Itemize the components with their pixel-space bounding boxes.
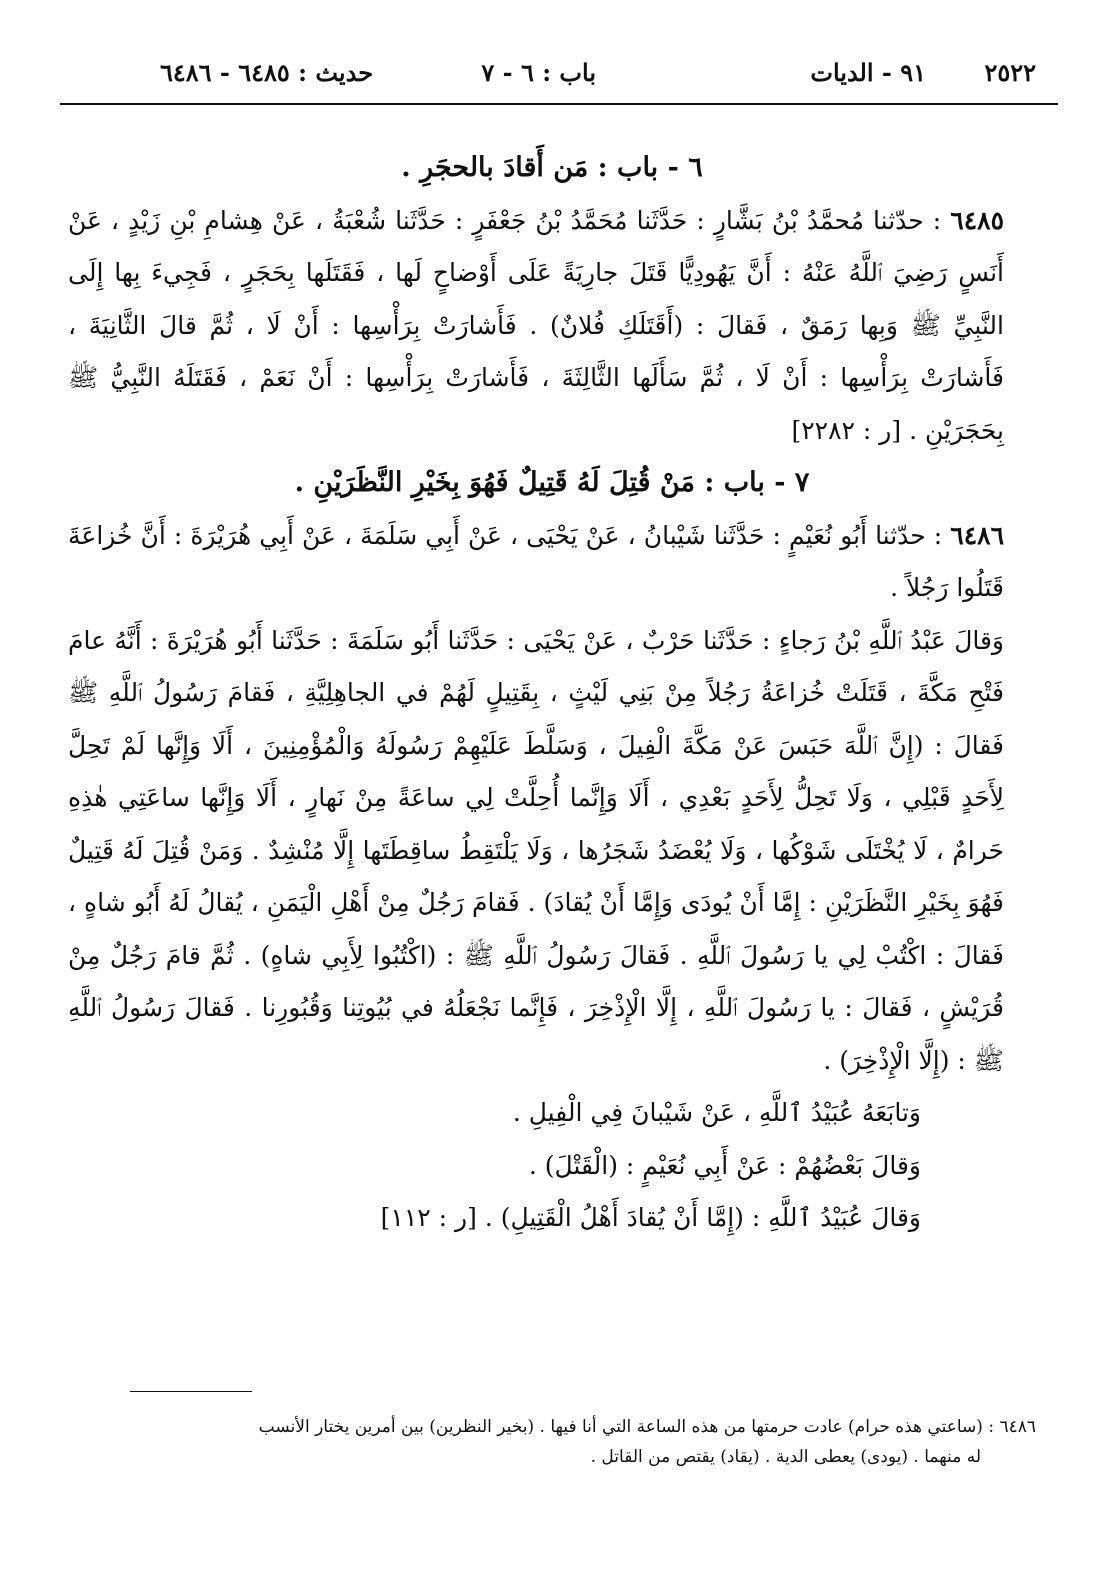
footnote-line-2: له منهما . (يودى) يعطى الدية . (يقاد) يقتص من القاتل . xyxy=(590,1447,981,1467)
hadith-6486-paragraph: وَقالَ عَبْدُ ٱللَّهِ بْنُ رَجاءٍ : حَدَّثَنا حَرْبٌ ، عَنْ يَحْيَى : حَدَّثَنا أَبُو سَلَمَةَ : حَدَّثَنا أَبُو هُرَيْرَةَ : أَنَّهُ عامَ فَتْحِ مَكَّةَ ، قَتَلَتْ خُزاعَةُ رَجُلاً مِنْ بَنِي لَيْثٍ ، بِقَتِيلٍ لَهُمْ في الجاهِلِيَّةِ ، فَقامَ رَسُولُ ٱللَّهِ ﷺ فَقالَ : (إِنَّ ٱللَّهَ حَبَسَ عَنْ مَكَّةَ الْفِيلَ ، وَسَلَّطَ عَلَيْهِمْ رَسُولَهُ وَالْمُؤْمِنِينَ ، أَلَا وَإِنَّها لَمْ تَحِلَّ لِأَحَدٍ قَبْلِي ، وَلَا تَحِلُّ لِأَحَدٍ بَعْدِي ، أَلَا وَإِنَّما أُحِلَّتْ لِي ساعَةً مِنْ نَهارٍ ، أَلَا وَإِنَّها ساعَتِي هٰذِهِ حَرامٌ ، لَا يُخْتَلَى شَوْكُها ، وَلَا يُعْضَدُ شَجَرُها ، وَلَا يَلْتَقِطُ ساقِطَتَها إِلَّا مُنْشِدٌ . وَمَنْ قُتِلَ لَهُ قَتِيلٌ فَهُوَ بِخَيْرِ النَّظَرَيْنِ : إِمَّا أَنْ يُودَى وَإِمَّا أَنْ يُقادَ) . فَقامَ رَجُلٌ مِنْ أَهْلِ الْيَمَنِ ، يُقالُ لَهُ أَبُو شاهٍ ، فَقالَ : اكْتُبْ لِي يا رَسُولَ ٱللَّهِ . فَقالَ رَسُولُ ٱللَّهِ ﷺ : (اكْتُبُوا لِأَبِي شاهٍ) . ثُمَّ قامَ رَجُلٌ مِنْ قُرَيْشٍ ، فَقالَ : يا رَسُولَ ٱللَّهِ ، إِلَّا الْإِذْخِرَ ، فَإِنَّما نَجْعَلُهُ في بُيُوتِنا وَقُبُورِنا . فَقالَ رَسُولُ ٱللَّهِ ﷺ : (إِلَّا الْإِذْخِرَ) . xyxy=(68,625,1004,1075)
hadith-6485 xyxy=(68,195,1036,458)
chapter-range: باب : ٦ - ٧ xyxy=(481,58,596,87)
footnotes xyxy=(68,1412,1036,1472)
narration-note-3-text: وَقالَ عُبَيْدُ ٱللَّهِ : (إِمَّا أَنْ يُقادَ أَهْلُ الْقَتِيلِ) . xyxy=(484,1203,921,1232)
cross-reference: [ر : ١١٢] xyxy=(380,1203,477,1232)
main-text xyxy=(68,142,1036,1245)
footnote-line xyxy=(68,1412,1036,1442)
hadith-text: : حدّثنا مُحمَّدُ بْنُ بَشَّارٍ : حَدَّثَنا مُحَمَّدُ بْنُ جَعْفَرٍ : حَدَّثَنا شُعْبَةُ ، عَنْ هِشامِ بْنِ زَيْدٍ ، عَنْ أَنَسٍ رَضِيَ ٱللَّهُ عَنْهُ : أَنَّ يَهُودِيًّا قَتَلَ جارِيَةً عَلَى أَوْضاحٍ لَها ، فَقَتَلَها بِحَجَرٍ ، فَجِيءَ بِها إِلَى النَّبِيِّ ﷺ وَبِها رَمَقٌ ، فَقالَ : (أَقَتَلَكِ فُلانٌ) . فَأَشارَتْ بِرَأْسِها : أَنْ لَا ، ثُمَّ قالَ الثَّانِيَةَ ، فَأَشارَتْ بِرَأْسِها : أَنْ لَا ، ثُمَّ سَأَلَها الثَّالِثَةَ ، فَأَشارَتْ بِرَأْسِها : أَنْ نَعَمْ ، فَقَتَلَهُ النَّبِيُّ ﷺ بِحَجَرَيْنِ . xyxy=(68,205,1004,445)
header-divider xyxy=(60,103,1058,105)
footnote-number: ٦٤٨٦ xyxy=(999,1417,1036,1437)
hadith-6486 xyxy=(68,510,1036,615)
hadith-text: : حدّثنا أَبُو نُعَيْمٍ : حَدَّثَنا شَيْبانُ ، عَنْ يَحْيَى ، عَنْ أَبِي سَلَمَةَ ، عَنْ أَبِي هُرَيْرَةَ : أَنَّ خُزاعَةَ قَتَلُوا رَجُلاً . xyxy=(68,520,1004,602)
cross-reference: [ر : ٢٢٨٢] xyxy=(791,415,902,445)
chapter-7-heading: ٧ - باب : مَنْ قُتِلَ لَهُ قَتِيلٌ فَهُوَ بِخَيْرِ النَّظَرَيْنِ . xyxy=(294,467,810,498)
chapter-6-heading: ٦ - باب : مَن أَقادَ بالحجَرِ . xyxy=(401,152,703,183)
hadith-number: ٦٤٨٦ xyxy=(950,520,1004,550)
running-header xyxy=(60,52,1036,92)
footnote-divider xyxy=(130,1391,252,1392)
footnote-text: : (ساعتي هذه حرام) عادت حرمتها من هذه الساعة التي أنا فيها . (بخير النظرين) بين أمرين يختار الأنسب xyxy=(258,1417,995,1437)
book-title: ٩١ - الديات xyxy=(810,58,926,87)
narration-note-1: وَتابَعَهُ عُبَيْدُ ٱللَّهِ ، عَنْ شَيْبانَ فِي الْفِيلِ . xyxy=(512,1098,921,1127)
narration-note-3 xyxy=(68,1192,1036,1245)
page-number: ٢٥٢٢ xyxy=(984,58,1036,87)
hadith-range: حديث : ٦٤٨٥ - ٦٤٨٦ xyxy=(160,58,374,87)
narration-note-2: وَقالَ بَعْضُهُمْ : عَنْ أَبِي نُعَيْمٍ : (الْقَتْلَ) . xyxy=(528,1150,921,1180)
hadith-number: ٦٤٨٥ xyxy=(950,205,1004,235)
